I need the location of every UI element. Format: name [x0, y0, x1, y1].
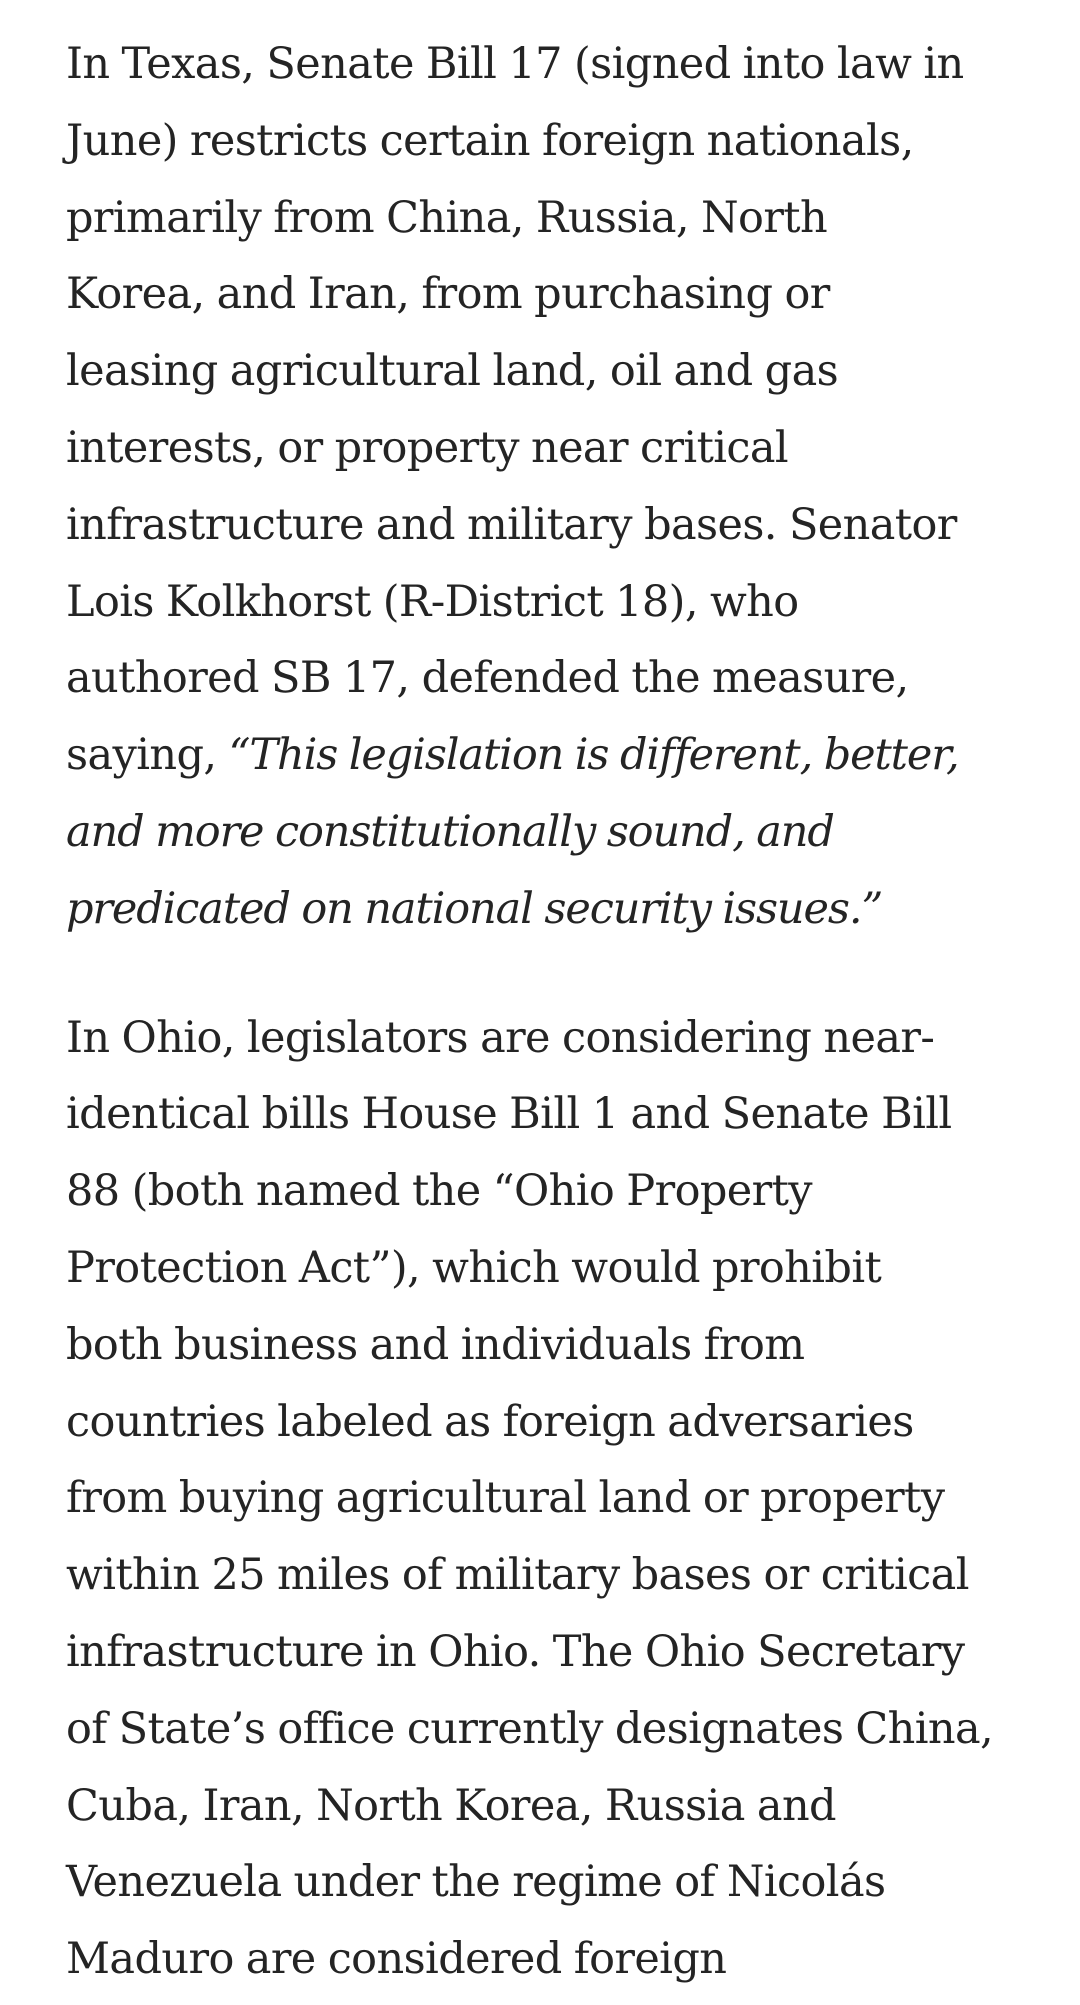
text-line: countries labeled as foreign adversaries — [66, 1396, 914, 1447]
quote-line: predicated on national security issues.” — [66, 883, 883, 934]
paragraph-texas — [66, 26, 1026, 948]
paragraph-spacer — [66, 948, 1026, 1000]
text-line: both business and individuals from — [66, 1319, 805, 1370]
text-line: In Ohio, legislators are considering near- — [66, 1012, 935, 1063]
text-line: In Texas, Senate Bill 17 (signed into law in — [66, 39, 964, 89]
text-line: infrastructure and military bases. Senator — [66, 499, 957, 550]
paragraph-ohio — [66, 1000, 1026, 1998]
text-line: from buying agricultural land or property — [66, 1473, 945, 1524]
text-line: June) restricts certain foreign nationals, — [66, 115, 914, 166]
text-line: Maduro are considered foreign — [66, 1934, 727, 1985]
quote-line: and more constitutionally sound, and — [66, 806, 834, 857]
text-line: Lois Kolkhorst (R-District 18), who — [66, 576, 799, 627]
text-line: infrastructure in Ohio. The Ohio Secretary — [66, 1626, 965, 1677]
text-line: Korea, and Iran, from purchasing or — [66, 269, 830, 320]
quote-line: “This legislation is different, better, — [228, 730, 959, 781]
text-line: leasing agricultural land, oil and gas — [66, 346, 839, 397]
article-body — [66, 26, 1026, 1998]
text-line: Venezuela under the regime of Nicolás — [66, 1857, 886, 1908]
text-line: within 25 miles of military bases or critical — [66, 1550, 969, 1601]
text-line: primarily from China, Russia, North — [66, 192, 828, 243]
text-line: identical bills House Bill 1 and Senate Bill — [66, 1089, 952, 1140]
saying-prefix: saying, — [66, 730, 229, 781]
text-line: interests, or property near critical — [66, 422, 789, 473]
text-line: of State’s office currently designates China, — [66, 1703, 994, 1754]
text-line-with-quote — [66, 717, 1026, 794]
text-line: authored SB 17, defended the measure, — [66, 653, 909, 704]
text-line: Cuba, Iran, North Korea, Russia and — [66, 1780, 836, 1831]
text-line: Protection Act”), which would prohibit — [66, 1242, 882, 1293]
text-line: 88 (both named the “Ohio Property — [66, 1166, 812, 1217]
